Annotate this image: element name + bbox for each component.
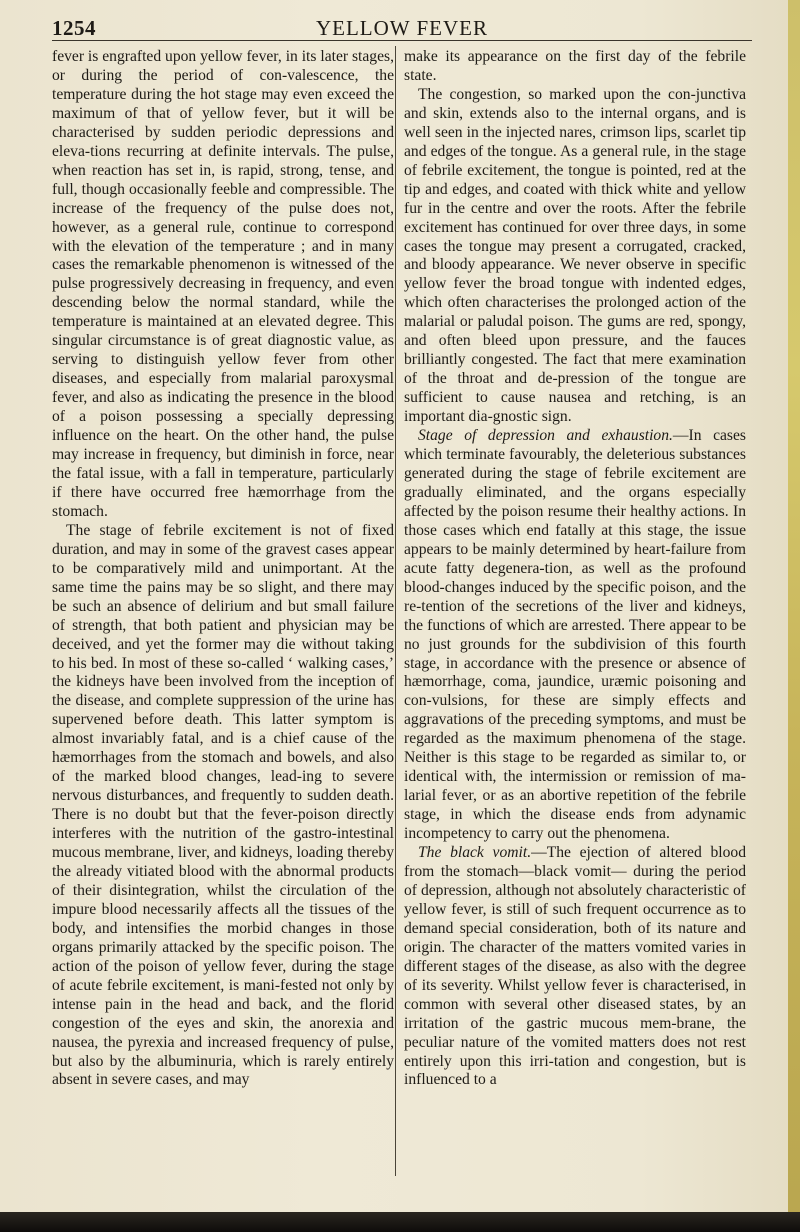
section-heading-black-vomit: The black vomit. — [418, 844, 532, 862]
paragraph: The stage of febrile excitement is not of fixed duration, and may in some of the gravest cases appear to be comparatively mild and unimportant. At the same time the pains may be so slight, and there may be such an absence of delirium and but small failure of strength, that both patient and physician may be deceived, and yet the former may die without taking to his bed. In most of these so-called ‘ walking cases,’ the kidneys have been involved from the inception of the disease, and complete suppression of the urine has supervened before death. This latter symptom is almost invariably fatal, and is a chief cause of the hæmorrhages from the stomach and bowels, and also of the marked blood changes, lead-ing to severe nervous disturbances, and frequently to sudden death. There is no doubt but that the fever-poison directly interferes with the nutrition of the gastro-intestinal mucous membrane, liver, and kidneys, loading thereby the already vitiated blood with the abnormal products of their disintegration, whilst the circulation of the impure blood necessarily affects all the tissues of the body, and intensifies the morbid changes in those organs primarily attacked by the specific poison. The action of the poison of yellow fever, during the stage of acute febrile excitement, is mani-fested not only by intense pain in the head and back, and the florid congestion of the eyes and skin, the anorexia and nausea, the pyrexia and increased frequency of pulse, but also by the albuminuria, which is rarely entirely absent in severe cases, and may — [52, 521, 394, 1089]
paragraph: The congestion, so marked upon the con-junctiva and skin, extends also to the internal organs, and is well seen in the injected nares, crimson lips, scarlet tip and edges of the tongue. As a general rule, in the stage of febrile excitement, the tongue is pointed, red at the tip and edges, and coated with thick white and yellow fur in the centre and over the roots. After the febrile excitement has continued for over three days, in some cases the tongue may present a corrugated, cracked, and bloody appearance. We never observe in specific yellow fever the broad tongue with indented edges, which often characterises the prolonged action of the malarial or paludal poison. The gums are red, spongy, and often bleed upon pressure, and the fauces brilliantly congested. The fact that mere examination of the throat and de-pression of the tongue are sufficient to cause nausea and retching, is an important dia-gnostic sign. — [404, 85, 746, 426]
paragraph-body: —In cases which terminate favourably, the deleterious substances generated during the stage of febrile excitement are gradually eliminated, and the organs especially affected by the poison resume their healthy actions. In those cases which end fatally at this stage, the issue appears to be mainly determined by heart-failure from acute fatty degenera-tion, as well as the profound blood-changes induced by the specific poison, and the re-tention of the secretions of the liver and kidneys, the functions of which are arrested. There appear to be no just grounds for the subdivision of this fourth stage, in accordance with the presence or absence of hæmorrhage, coma, jaundice, uræmic poisoning and con-vulsions, for these are simply effects and aggravations of the preceding symptoms, and must be regarded as the maximum phenomena of the stage. Neither is this stage to be regarded as similar to, or identical with, the intermission or remission of ma-larial fever, or as an abortive repetition of the febrile stage, in which the disease ends from adynamic incompetency to carry out the phenomena. — [404, 427, 746, 843]
paragraph — [404, 427, 746, 844]
right-column — [404, 48, 746, 1090]
running-title: YELLOW FEVER — [315, 16, 488, 40]
paragraph — [404, 844, 746, 1090]
left-column — [52, 48, 394, 1090]
page-edge — [788, 0, 800, 1232]
column-divider — [395, 46, 396, 1176]
paragraph: fever is engrafted upon yellow fever, in its later stages, or during the period of con-valescence, the temperature during the hot stage may even exceed the maximum of that of yellow fever, but it will be characterised by sudden periodic depressions and eleva-tions recurring at definite intervals. The pulse, when reaction has set in, is rapid, strong, tense, and full, though occasionally feeble and compressible. The increase of the frequency of the pulse does not, however, as a general rule, continue to correspond with the elevation of the temperature ; and in many cases the remarkable phenomenon is witnessed of the pulse progressively decreasing in frequency, and even descending below the normal standard, while the temperature is maintained at an elevated degree. This singular circumstance is of great diagnostic value, as serving to distinguish yellow fever from other diseases, and especially from malarial paroxysmal fever, and also as indicating the presence in the blood of a poison possessing a specially depressing influence on the heart. On the other hand, the pulse may increase in frequency, but diminish in force, near the fatal issue, with a fall in temperature, particularly if there have occurred free hæmorrhage from the stomach. — [52, 48, 394, 520]
paragraph-body: —The ejection of altered blood from the stomach—black vomit— during the period of depression, although not absolutely characteristic of yellow fever, is still of such frequent occurrence as to demand special consideration, both of its nature and origin. The character of the matters vomited varies in different stages of the disease, as also with the degree of its severity. Whilst yellow fever is characterised, in common with several other diseased states, by an irritation of the gastric mucous mem-brane, the peculiar nature of the vomited matters does not rest entirely upon this irri-tation and congestion, but is influenced to a — [404, 844, 746, 1089]
page-header — [52, 4, 752, 41]
page-number: 1254 — [52, 16, 96, 40]
paragraph: make its appearance on the first day of the febrile state. — [404, 48, 746, 84]
section-heading-depression: Stage of depression and exhaustion. — [418, 427, 673, 445]
scan-bottom-edge — [0, 1212, 800, 1232]
